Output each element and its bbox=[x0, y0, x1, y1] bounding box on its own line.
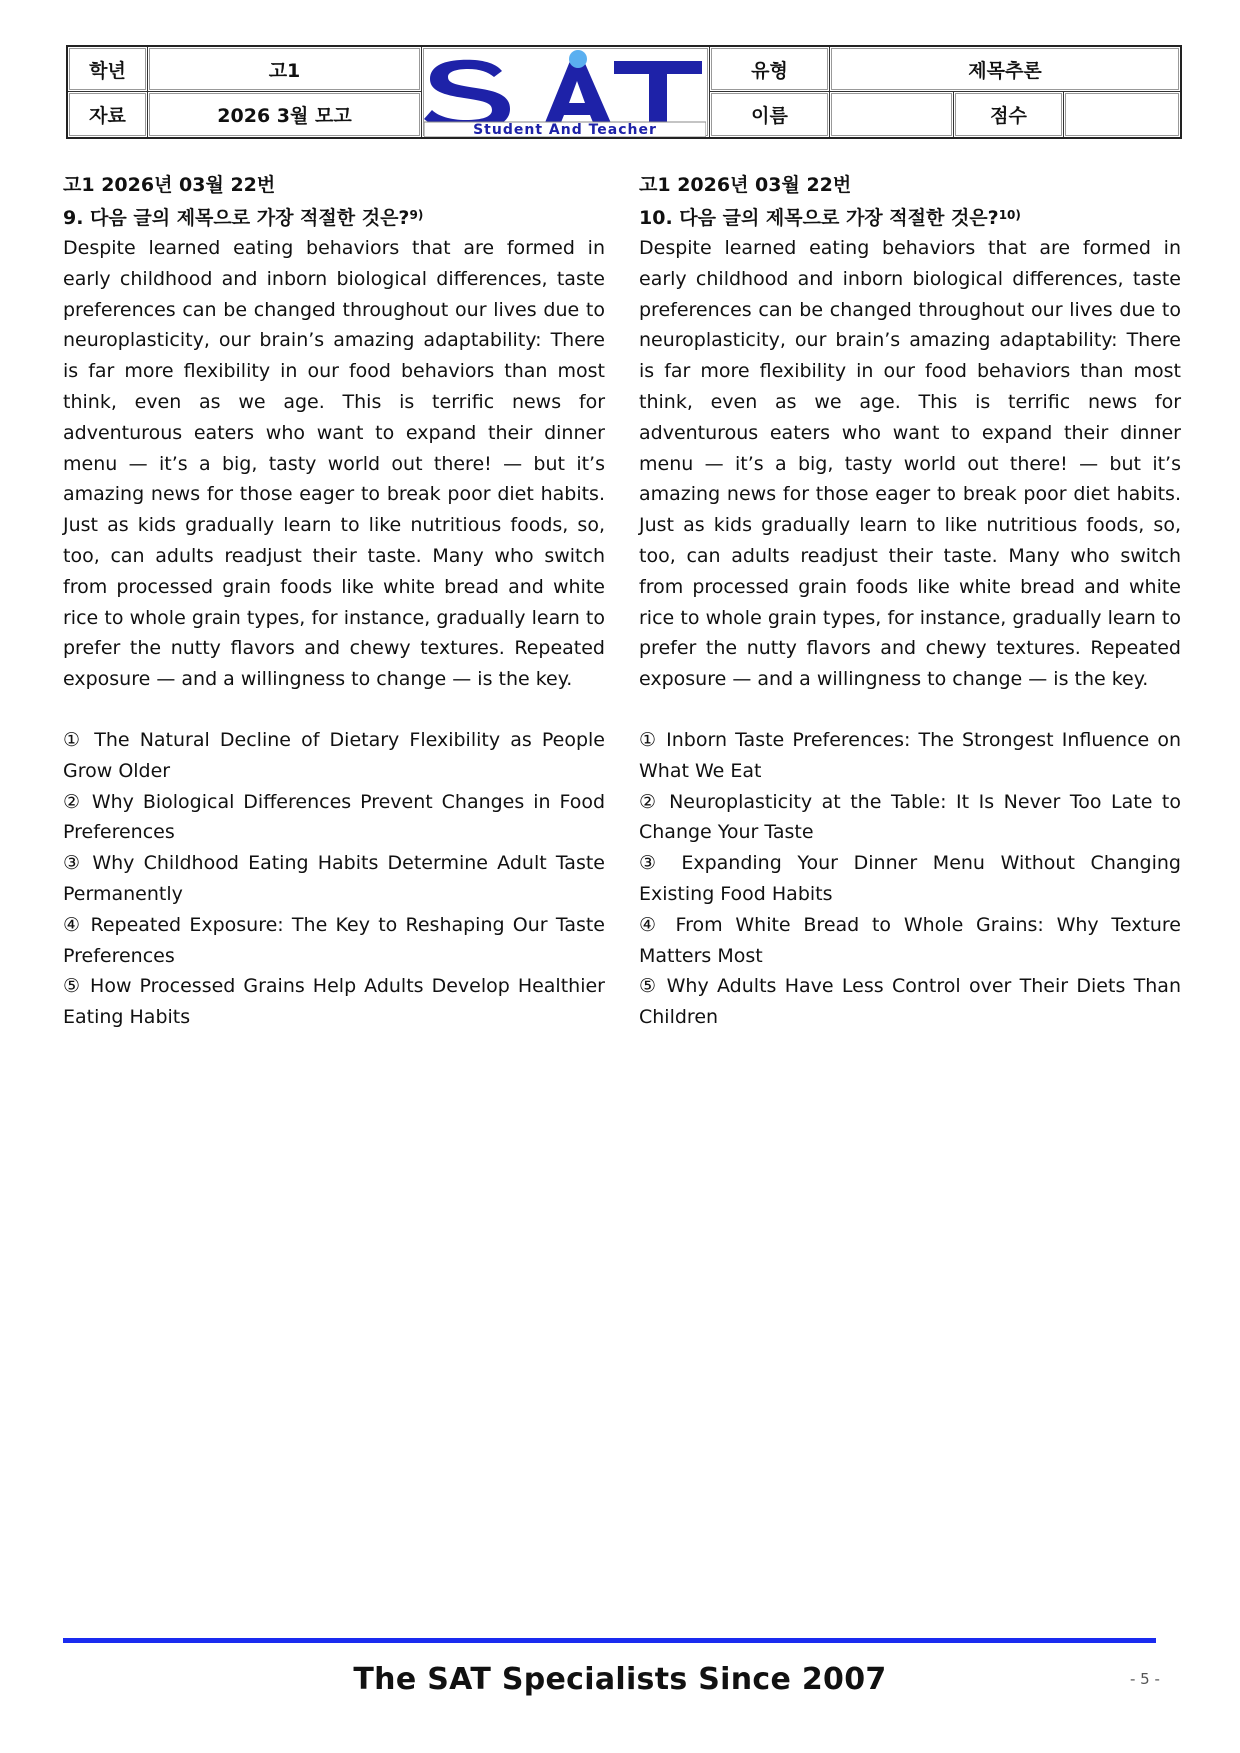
question-title bbox=[63, 200, 605, 233]
choice-5[interactable]: ⑤ Why Adults Have Less Control over Their Diets Than Children bbox=[639, 975, 1181, 1029]
answer-choices bbox=[639, 725, 1181, 1033]
choice-3[interactable]: ③ Why Childhood Eating Habits Determine Adult Taste Permanently bbox=[63, 852, 605, 905]
footer-divider bbox=[63, 1638, 1156, 1643]
score-label: 점수 bbox=[954, 92, 1064, 137]
sat-logo bbox=[422, 47, 710, 137]
choice-1[interactable]: ① Inborn Taste Preferences: The Strongest Influence on What We Eat bbox=[639, 728, 1181, 782]
footer-slogan: The SAT Specialists Since 2007 bbox=[353, 1662, 887, 1697]
footnote-marker: 9) bbox=[409, 208, 424, 222]
question-title-text: 10. 다음 글의 제목으로 가장 적절한 것은? bbox=[639, 207, 999, 229]
answer-choices bbox=[63, 725, 605, 1033]
grade-value: 고1 bbox=[148, 47, 422, 92]
question-10 bbox=[639, 170, 1181, 1033]
choice-3[interactable]: ③ Expanding Your Dinner Menu Without Changing Existing Food Habits bbox=[639, 852, 1181, 905]
choice-2[interactable]: ② Why Biological Differences Prevent Changes in Food Preferences bbox=[63, 790, 605, 844]
page-number: - 5 - bbox=[1130, 1670, 1160, 1688]
source-value: 2026 3월 모고 bbox=[148, 92, 422, 137]
choice-1[interactable]: ① The Natural Decline of Dietary Flexibility as People Grow Older bbox=[63, 728, 605, 782]
question-title bbox=[639, 200, 1181, 233]
footnote-marker: 10) bbox=[998, 208, 1021, 222]
choice-5[interactable]: ⑤ How Processed Grains Help Adults Develop Healthier Eating Habits bbox=[63, 975, 605, 1029]
choice-4[interactable]: ④ From White Bread to Whole Grains: Why Texture Matters Most bbox=[639, 913, 1181, 967]
choice-4[interactable]: ④ Repeated Exposure: The Key to Reshaping Our Taste Preferences bbox=[63, 913, 605, 967]
question-title-text: 9. 다음 글의 제목으로 가장 적절한 것은? bbox=[63, 207, 410, 229]
svg-text:Student And Teacher: Student And Teacher bbox=[473, 122, 657, 137]
choice-2[interactable]: ② Neuroplasticity at the Table: It Is Never Too Late to Change Your Taste bbox=[639, 790, 1181, 844]
worksheet-header-table bbox=[66, 45, 1182, 139]
passage-text: Despite learned eating behaviors that are formed in early childhood and inborn biological differences, taste preferences can be changed throughout our lives due to neuroplasticity, our brain’s amazing adaptability: There is far more flexibility in our food behaviors than most think, even as we age. This is terrific news for adventurous eaters who want to expand their dinner menu — it’s a big, tasty world out there! — but it’s amazing news for those eager to break poor diet habits. Just as kids gradually learn to like nutritious foods, so, too, can adults readjust their taste. Many who switch from processed grain foods like white bread and white rice to whole grain types, for instance, gradually learn to prefer the nutty flavors and chewy textures. Repeated exposure — and a willingness to change — is the key. bbox=[639, 237, 1181, 691]
type-value: 제목추론 bbox=[830, 47, 1180, 92]
type-label: 유형 bbox=[710, 47, 830, 92]
question-9 bbox=[63, 170, 605, 1033]
name-label: 이름 bbox=[710, 92, 830, 137]
grade-label: 학년 bbox=[68, 47, 148, 92]
score-field[interactable] bbox=[1064, 92, 1180, 137]
source-label: 자료 bbox=[68, 92, 148, 137]
question-source: 고1 2026년 03월 22번 bbox=[63, 174, 276, 196]
name-field[interactable] bbox=[830, 92, 954, 137]
sat-logo-graphic bbox=[424, 49, 706, 137]
question-source: 고1 2026년 03월 22번 bbox=[639, 174, 852, 196]
passage-text: Despite learned eating behaviors that are formed in early childhood and inborn biological differences, taste preferences can be changed throughout our lives due to neuroplasticity, our brain’s amazing adaptability: There is far more flexibility in our food behaviors than most think, even as we age. This is terrific news for adventurous eaters who want to expand their dinner menu — it’s a big, tasty world out there! — but it’s amazing news for those eager to break poor diet habits. Just as kids gradually learn to like nutritious foods, so, too, can adults readjust their taste. Many who switch from processed grain foods like white bread and white rice to whole grain types, for instance, gradually learn to prefer the nutty flavors and chewy textures. Repeated exposure — and a willingness to change — is the key. bbox=[63, 237, 605, 691]
